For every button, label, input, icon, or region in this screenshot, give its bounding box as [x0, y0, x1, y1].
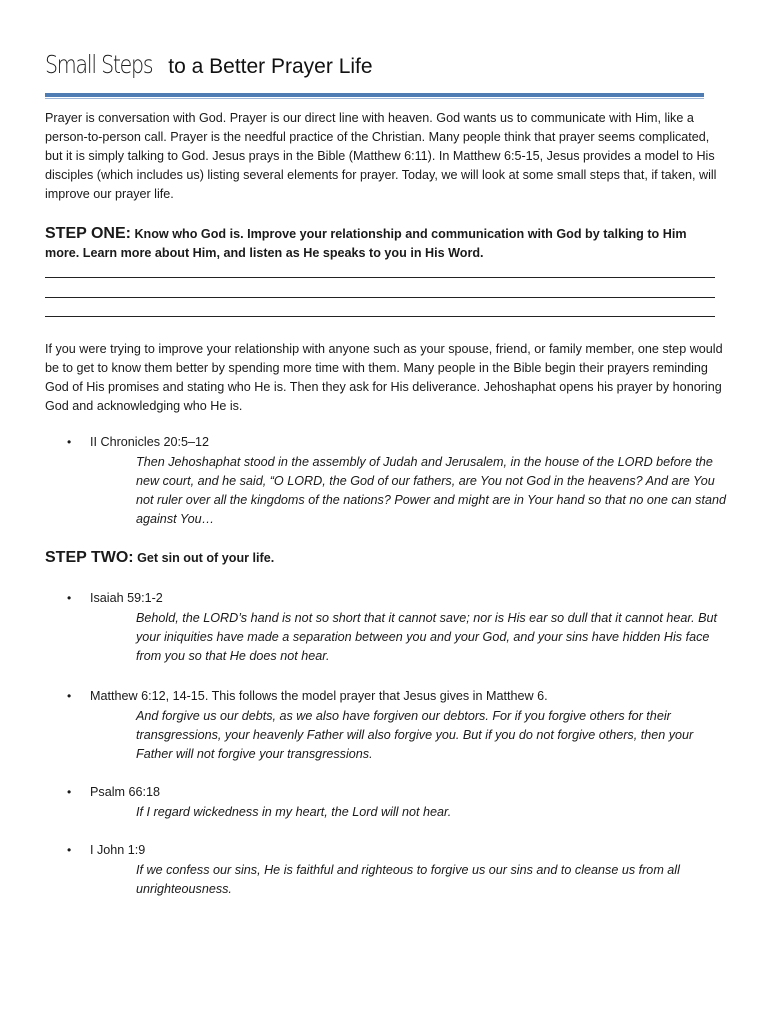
title-script-text: Small Steps: [45, 50, 153, 79]
bullet: •: [67, 689, 72, 703]
bullet: •: [67, 843, 72, 857]
bullet: •: [67, 435, 72, 449]
answer-line: [45, 297, 715, 298]
scripture-reference: Matthew 6:12, 14-15. This follows the model prayer that Jesus gives in Matthew 6.: [90, 689, 548, 703]
scripture-reference: Isaiah 59:1-2: [90, 591, 163, 605]
scripture-quote: If we confess our sins, He is faithful and righteous to forgive us our sins and to cleanse us from all unrighteousness.: [136, 863, 680, 896]
page-title: [45, 50, 373, 79]
step-one-text: Know who God is. Improve your relationship and communication with God by talking to Him more. Learn more about Him, and listen as He speaks to you in His Word.: [45, 227, 687, 260]
answer-line: [45, 277, 715, 278]
scripture-quote: And forgive us our debts, as we also have forgiven our debtors. For if you forgive others for their transgressions, your heavenly Father will also forgive you. But if you do not forgive others, then your Father will not forgive your transgressions.: [136, 709, 694, 761]
scripture-reference: I John 1:9: [90, 843, 146, 857]
step-one: [45, 224, 715, 263]
scripture-quote: Then Jehoshaphat stood in the assembly of Judah and Jerusalem, in the house of the LORD before the new court, and he said, “O LORD, the God of our fathers, are You not God in the heavens? And are You not ruler over all the kingdoms of the nations? Power and might are in Your hand so that no one can stand against You…: [136, 455, 726, 526]
title-text: to a Better Prayer Life: [168, 55, 373, 78]
answer-line: [45, 316, 715, 317]
scripture-quote: Behold, the LORD’s hand is not so short that it cannot save; nor is His ear so dull that it cannot hear. But your iniquities have made a separation between you and your God, and your sins have hidden His face from you so that He does not hear.: [136, 611, 718, 663]
scripture-reference: II Chronicles 20:5–12: [90, 435, 210, 449]
intro-paragraph: Prayer is conversation with God. Prayer is our direct line with heaven. God wants us to communicate with Him, like a person-to-person call. Prayer is the needful practice of the Christian. Many people think that prayer seems complicated, but it is simply talking to God. Jesus prays in the Bible (Matthew 6:11). In Matthew 6:5-15, Jesus provides a model to His disciples (which includes us) listing several elements for prayer. Today, we will look at some small steps that, if taken, will improve our prayer life.: [45, 111, 717, 201]
step-two-label: STEP TWO:: [45, 549, 134, 566]
step-one-label: STEP ONE:: [45, 225, 131, 242]
bullet: •: [67, 785, 72, 799]
relationship-paragraph: If you were trying to improve your relationship with anyone such as your spouse, friend, or family member, one step would be to get to know them better by spending more time with them. Many people in the Bible begin their prayers reminding God of His promises and stating who He is. Then they ask for His deliverance. Jehoshaphat opens his prayer by honoring God and acknowledging who He is.: [45, 342, 723, 413]
bullet: •: [67, 591, 72, 605]
step-two: [45, 548, 715, 568]
title-rule: [45, 93, 704, 97]
scripture-quote: If I regard wickedness in my heart, the Lord will not hear.: [136, 805, 452, 819]
step-two-text: Get sin out of your life.: [137, 551, 275, 565]
title-rule-thin: [45, 98, 704, 99]
scripture-reference: Psalm 66:18: [90, 785, 161, 799]
